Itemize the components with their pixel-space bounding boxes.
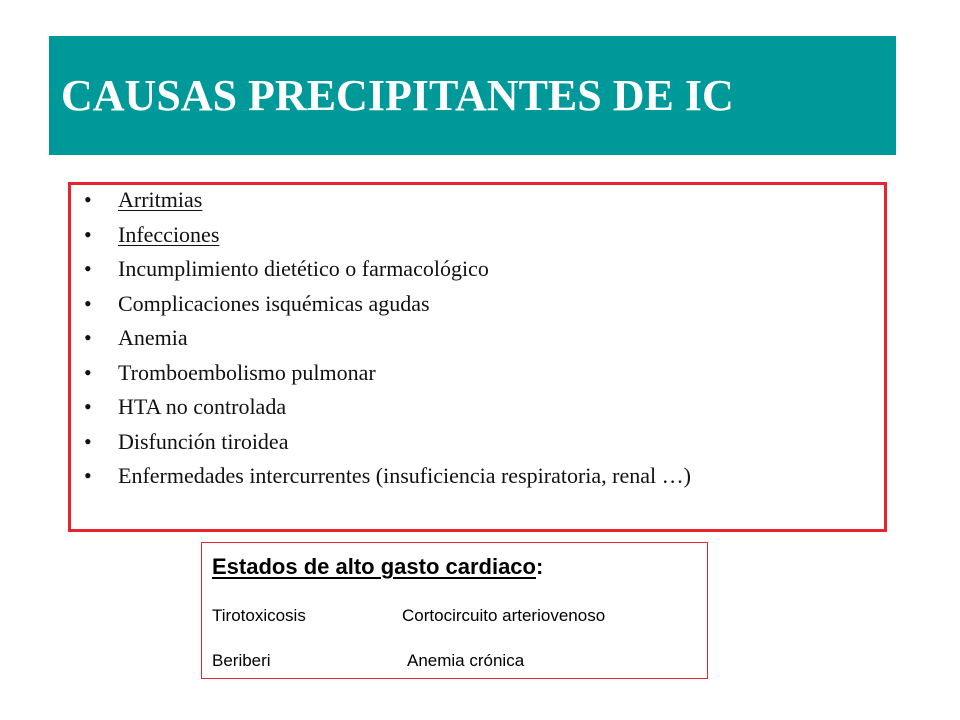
cause-text: Enfermedades intercurrentes (insuficiencia respiratoria, renal …): [118, 463, 691, 488]
slide-title: CAUSAS PRECIPITANTES DE IC: [61, 71, 734, 120]
high-output-item: Beriberi: [212, 651, 271, 670]
causes-list: [71, 188, 884, 499]
high-output-heading: [212, 554, 543, 580]
cause-text: Tromboembolismo pulmonar: [118, 359, 376, 385]
cause-text: HTA no controlada: [118, 394, 287, 419]
list-item: [71, 257, 884, 280]
bullet-icon: •: [84, 428, 92, 454]
cause-text: Incumplimiento dietético o farmacológico: [118, 256, 489, 281]
list-item: [71, 292, 884, 315]
cause-text: Disfunción tiroidea: [118, 428, 289, 454]
bullet-icon: •: [84, 256, 92, 281]
bullet-icon: •: [84, 325, 92, 350]
high-output-heading-text: Estados de alto gasto cardiaco: [212, 554, 536, 579]
heading-colon: :: [535, 554, 544, 579]
high-output-states-box: [201, 542, 708, 679]
bullet-icon: •: [84, 394, 92, 419]
high-output-item: Tirotoxicosis: [212, 606, 306, 625]
cause-text: Anemia: [118, 325, 188, 350]
bullet-icon: •: [84, 187, 92, 212]
list-item: [71, 361, 884, 384]
list-item: [71, 430, 884, 453]
title-banner: [49, 36, 896, 155]
cause-text: Complicaciones isquémicas agudas: [118, 290, 430, 316]
high-output-item: Cortocircuito arteriovenoso: [402, 606, 606, 625]
bullet-icon: •: [84, 359, 92, 385]
bullet-icon: •: [84, 463, 92, 488]
bullet-icon: •: [84, 221, 92, 247]
cause-text: Arritmias: [118, 187, 203, 212]
list-item: [71, 464, 884, 487]
list-item: [71, 326, 884, 349]
list-item: [71, 223, 884, 246]
list-item: [71, 395, 884, 418]
list-item: [71, 188, 884, 211]
high-output-item: Anemia crónica: [407, 651, 525, 670]
bullet-icon: •: [84, 290, 92, 316]
precipitating-causes-box: [68, 182, 887, 532]
cause-text: Infecciones: [118, 221, 220, 247]
